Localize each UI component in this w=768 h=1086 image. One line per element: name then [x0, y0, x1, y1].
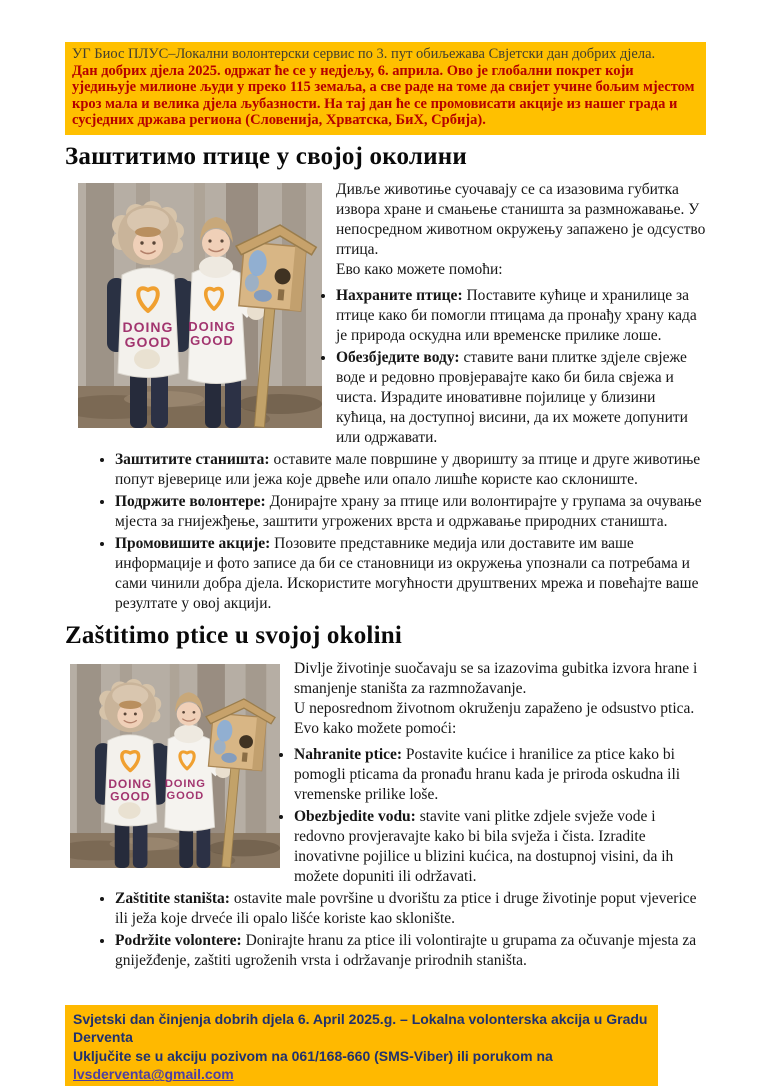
section-latin — [65, 659, 706, 971]
section-cyrillic — [65, 180, 706, 614]
notice-line1: УГ Биос ПЛУС–Локални волонтерски сервис по 3. пут обиљежава Свјетски дан добрих дјела. — [72, 46, 656, 62]
intro-paragraph: Ево како можете помоћи: — [336, 260, 503, 278]
list-item: • Podržite volontere: Donirajte hranu za ptice ili volontirajte u grupama za očuvanje mjesta za gniježđenje, zaštiti ugroženih vrsta i održavanje prirodnih staništa. — [115, 931, 706, 971]
list-item: • Заштитите станишта: оставите мале површине у дворишту за птице и друге животиње попут вјеверице или јежа које дрвеће или опало лишће користе као склониште. — [115, 450, 706, 490]
list-item: • Zaštitite staništa: ostavite male površine u dvorištu za ptice i druge životinje poput vjeverice ili ježa koje drveće ili opalo lišće koriste kao sklonište. — [115, 889, 706, 929]
list-item: • Подржите волонтере: Донирајте храну за птице или волонтирајте у групама за очување мјеста за гнијежђење, заштити угрожених врста и одржавање природних станишта. — [115, 492, 706, 532]
page-title-cyrillic: Заштитимо птице у својој околини — [65, 142, 467, 170]
intro-paragraph: Дивље животиње суочавају се са изазовима губитка извора хране и смањење станишта за размножавање. У непосредном животном окружењу запажено је одсуство птица. — [336, 180, 706, 258]
intro-paragraph: U neposrednom životnom okruženju zapaženo je odsustvo ptica. Evo kako možete pomoći: — [294, 699, 695, 737]
list-item: • Промовишите акције: Позовите представнике медија или доставите им ваше информације и фото записе да би се становници из окружења упознали са потребама и сами чинили добра дјела. Искористите могућности друштвених мрежа и повећајте ваше резултате у овој акцији. — [115, 534, 706, 614]
intro-paragraph: Divlje životinje suočavaju se sa izazovima gubitka izvora hrane i smanjenje staništa za razmnožavanje. — [294, 659, 698, 697]
list-item: • Нахраните птице: Поставите кућице и хранилице за птице како би помогли птицама да пронађу храну када је природа оскудна или временске прилике лоше. — [115, 286, 706, 346]
list-item: • Nahranite ptice: Postavite kućice i hranilice za ptice kako bi pomogli pticama da pronađu hranu kada je priroda oskudna ili vremenske prilike loše. — [115, 745, 706, 805]
footer-banner — [65, 1005, 658, 1086]
footer-line2: Uključite se u akciju pozivom na 061/168-660 (SMS-Viber) ili porukom na lvsderventa@gmail.com — [73, 1047, 553, 1083]
list-item: • Обезбједите воду: ставите вани плитке здјеле свјеже воде и редовно провјеравајте како би била свјежа и чиста. Израдите иновативне појилице у близини кућица, на доступној висини, да их можете допунити или одржавати. — [115, 348, 706, 448]
notice-red-text: Дан добрих дјела 2025. одржат ће се у недјељу, 6. априла. Ово је глобални покрет који уједињује милионе људи у преко 115 земаља, а све раде на томе да свијет учине бољим мјестом кроз мала и велика дјела љубазности. На тај дан ће се промовисати акције из нашег града и сусједних држава региона (Словенија, Хрватска, БиХ, Србија). — [72, 62, 695, 129]
footer-email-link[interactable]: lvsderventa@gmail.com — [73, 1066, 234, 1083]
volunteers-photo-2 — [70, 664, 280, 868]
list-item: • Obezbjedite vodu: stavite vani plitke zdjele svježe vode i redovno provjeravajte kako bi bila svježa i čista. Izradite inovativne pojilice u blizini kućica, na dostupnoj visini, da ih možete dopuniti ili održavati. — [115, 807, 706, 887]
footer-line1: Svjetski dan činjenja dobrih djela 6. April 2025.g. – Lokalna volonterska akcija u Gradu Derventa — [73, 1010, 648, 1046]
page-title-latin: Zaštitimo ptice u svojoj okolini — [65, 621, 402, 649]
header-notice — [65, 42, 706, 135]
volunteers-photo-1 — [78, 183, 322, 428]
